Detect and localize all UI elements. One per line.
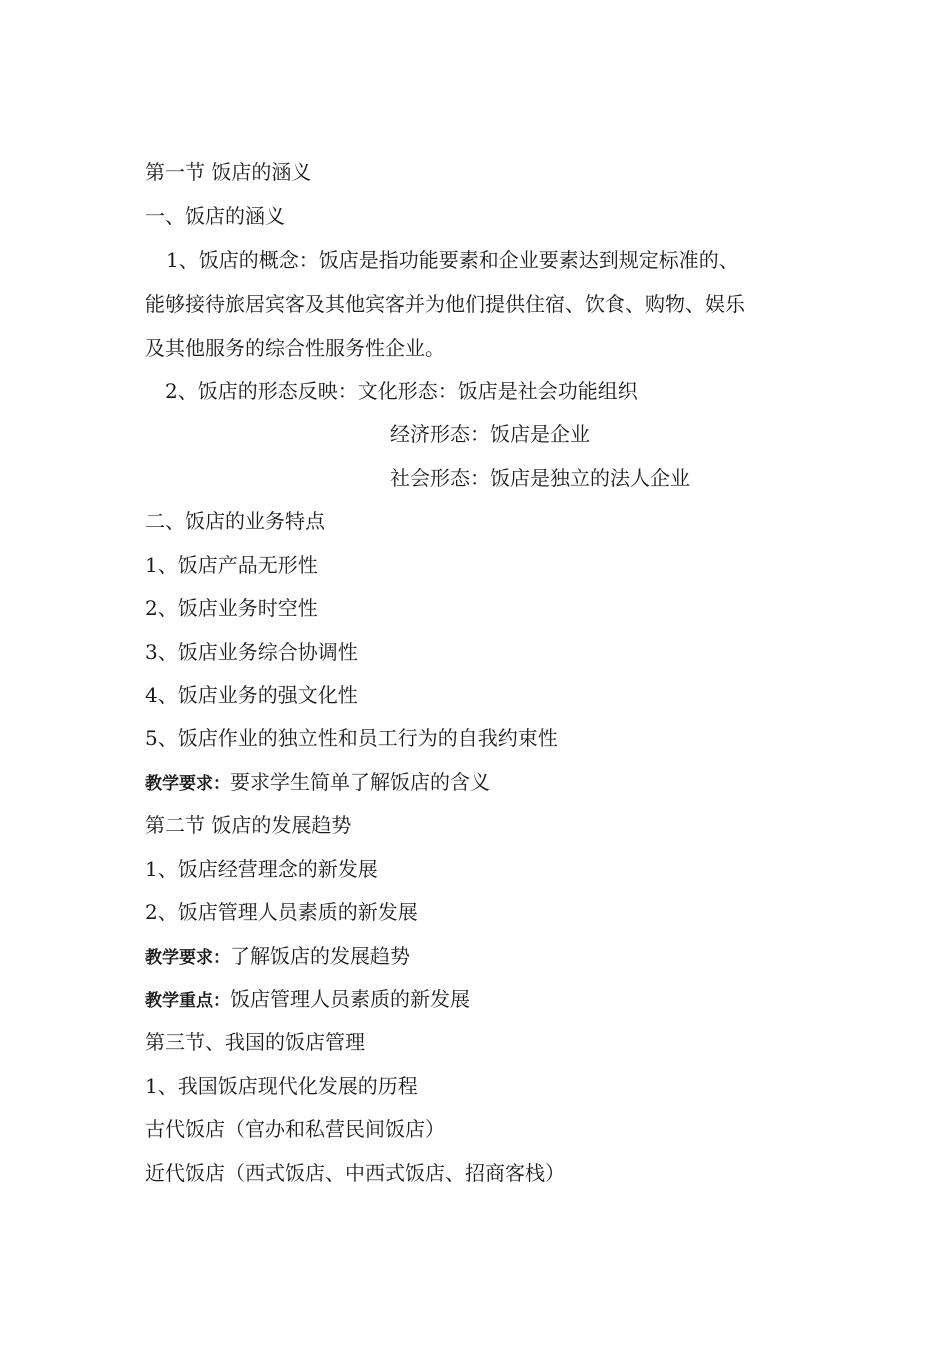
teaching-requirement-1 xyxy=(145,767,490,797)
teaching-requirement-text: 了解饭店的发展趋势 xyxy=(230,944,410,968)
list-item: 2、饭店业务时空性 xyxy=(145,596,318,620)
teaching-key-point xyxy=(145,984,470,1014)
forms-line-2: 经济形态：饭店是企业 xyxy=(390,422,590,446)
teaching-requirement-2 xyxy=(145,941,410,971)
list-item: 5、饭店作业的独立性和员工行为的自我约束性 xyxy=(145,726,558,750)
section-1-heading-1: 一、饭店的涵义 xyxy=(145,204,285,228)
teaching-requirement-label: 教学要求： xyxy=(145,774,230,794)
teaching-key-label: 教学重点： xyxy=(145,991,230,1011)
section-1-heading-2: 二、饭店的业务特点 xyxy=(145,509,325,533)
concept-paragraph-line-1: 1、饭店的概念：饭店是指功能要素和企业要素达到规定标准的、 xyxy=(166,248,739,272)
concept-paragraph-line-3: 及其他服务的综合性服务性企业。 xyxy=(145,336,445,360)
teaching-requirement-label: 教学要求： xyxy=(145,948,230,968)
list-item: 4、饭店业务的强文化性 xyxy=(145,683,358,707)
concept-paragraph-line-2: 能够接待旅居宾客及其他宾客并为他们提供住宿、饮食、购物、娱乐 xyxy=(145,292,745,316)
list-item: 1、我国饭店现代化发展的历程 xyxy=(145,1074,418,1098)
forms-line-3: 社会形态：饭店是独立的法人企业 xyxy=(390,466,690,490)
list-item: 3、饭店业务综合协调性 xyxy=(145,640,358,664)
list-item: 1、饭店产品无形性 xyxy=(145,553,318,577)
modern-hotels-line: 近代饭店（西式饭店、中西式饭店、招商客栈） xyxy=(145,1161,565,1185)
section-3-title: 第三节、我国的饭店管理 xyxy=(145,1030,365,1054)
teaching-requirement-text: 要求学生简单了解饭店的含义 xyxy=(230,770,490,794)
list-item: 2、饭店管理人员素质的新发展 xyxy=(145,900,418,924)
teaching-key-text: 饭店管理人员素质的新发展 xyxy=(230,987,470,1011)
ancient-hotels-line: 古代饭店（官办和私营民间饭店） xyxy=(145,1117,445,1141)
section-1-title: 第一节 饭店的涵义 xyxy=(145,160,312,184)
forms-line-1: 2、饭店的形态反映：文化形态：饭店是社会功能组织 xyxy=(165,379,638,403)
section-2-title: 第二节 饭店的发展趋势 xyxy=(145,813,352,837)
list-item: 1、饭店经营理念的新发展 xyxy=(145,857,378,881)
